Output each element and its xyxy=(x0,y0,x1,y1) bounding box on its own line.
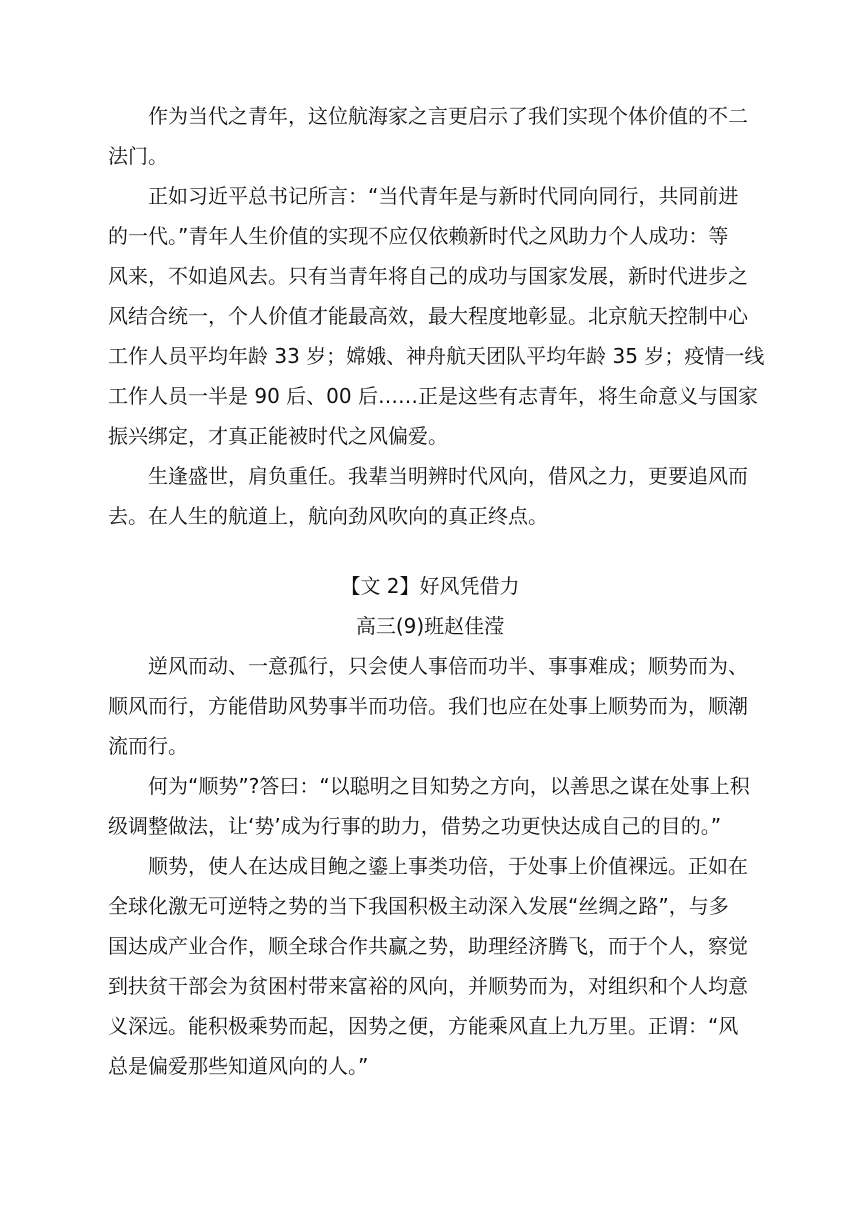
xi-paragraph-line-3: 风来，不如追风去。只有当青年将自己的成功与国家发展，新时代进步之 xyxy=(108,264,748,288)
essay2-p3-line-5: 义深远。能积极乘势而起，因势之便，方能乘风直上九万里。正谓：“风 xyxy=(108,1014,739,1038)
xi-paragraph-line-2: 的一代。”青年人生价值的实现不应仅依赖新时代之风助力个人成功：等 xyxy=(108,224,729,248)
xi-paragraph-line-4: 风结合统一，个人价值才能最高效，最大程度地彰显。北京航天控制中心 xyxy=(108,304,748,328)
intro-line-2: 法门。 xyxy=(108,144,168,168)
essay2-p3-line-6: 总是偏爱那些知道风向的人。” xyxy=(108,1054,369,1078)
essay2-title: 【文 2】好风凭借力 xyxy=(340,574,520,598)
essay2-p3-line-3: 国达成产业合作，顺全球合作共赢之势，助理经济腾飞，而于个人，察觉 xyxy=(108,934,748,958)
intro-line-1: 作为当代之青年，这位航海家之言更启示了我们实现个体价值的不二 xyxy=(148,104,748,128)
essay2-p1-line-3: 流而行。 xyxy=(108,734,188,758)
essay2-p3-line-2: 全球化激无可逆特之势的当下我国积极主动深入发展“丝绸之路”，与多 xyxy=(108,894,729,918)
xi-paragraph-line-1: 正如习近平总书记所言：“当代青年是与新时代同向同行，共同前进 xyxy=(148,184,739,208)
conclusion-line-2: 去。在人生的航道上，航向劲风吹向的真正终点。 xyxy=(108,504,548,528)
xi-paragraph-line-6: 工作人员一半是 90 后、00 后……正是这些有志青年，将生命意义与国家 xyxy=(108,384,758,408)
essay2-p1-line-1: 逆风而动、一意孤行，只会使人事倍而功半、事事难成；顺势而为、 xyxy=(148,654,748,678)
essay2-p2-line-1: 何为“顺势”?答曰：“以聪明之目知势之方向，以善思之谋在处事上积 xyxy=(148,774,750,798)
essay2-p1-line-2: 顺风而行，方能借助风势事半而功倍。我们也应在处事上顺势而为，顺潮 xyxy=(108,694,748,718)
essay2-p2-line-2: 级调整做法，让‘势’成为行事的助力，借势之功更快达成自己的目的。” xyxy=(108,814,722,838)
essay2-p3-line-4: 到扶贫干部会为贫困村带来富裕的风向，并顺势而为，对组织和个人均意 xyxy=(108,974,748,998)
essay2-p3-line-1: 顺势，使人在达成目鲍之鎏上事类功倍，于处事上价值裸远。正如在 xyxy=(148,854,748,878)
xi-paragraph-line-5: 工作人员平均年龄 33 岁；嫦娥、神舟航天团队平均年龄 35 岁；疫情一线 xyxy=(108,344,765,368)
conclusion-line-1: 生逢盛世，肩负重任。我辈当明辨时代风向，借风之力，更要追风而 xyxy=(148,464,748,488)
xi-paragraph-line-7: 振兴绑定，才真正能被时代之风偏爱。 xyxy=(108,424,448,448)
essay2-author: 高三(9)班赵佳滢 xyxy=(355,614,505,638)
